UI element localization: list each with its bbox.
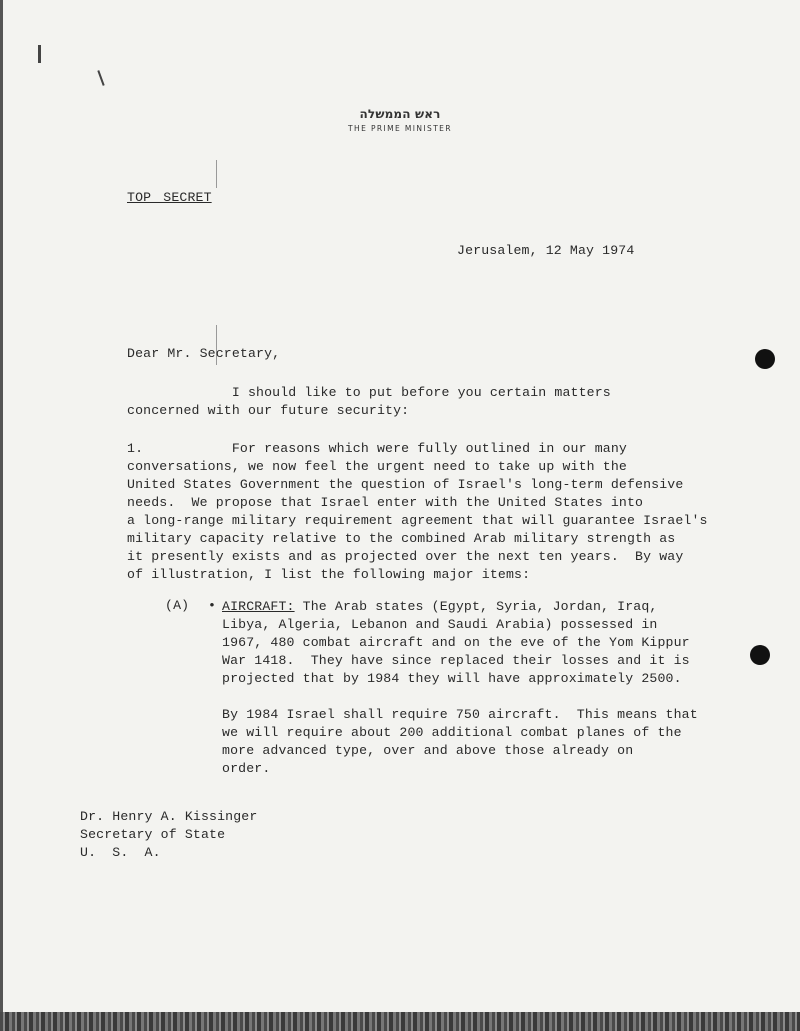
item-a-followup: By 1984 Israel shall require 750 aircraft. This means that we will require about 200 additional combat planes of the more advanced type, over and above those already on order.: [222, 707, 698, 776]
punch-hole: [755, 349, 775, 369]
scan-mark: [38, 45, 41, 63]
intro-paragraph: I should like to put before you certain matters concerned with our future security:: [127, 385, 611, 418]
scan-mark: [97, 70, 104, 86]
paragraph-1: 1. For reasons which were fully outlined in our many conversations, we now feel the urgent need to take up with the United States Government the question of Israel's long-term defensive needs. We propose that Israel enter with the United States into a long-range military requirement agreement that will guarantee Israel's military capacity relative to the combined Arab military strength as it presently exists and as projected over the next ten years. By way of illustration, I list the following major items:: [127, 441, 708, 582]
letterhead-hebrew: ראש הממשלה: [359, 107, 441, 121]
item-a-paragraph: [222, 598, 690, 688]
address-line: U. S. A.: [80, 845, 161, 860]
scan-edge: [0, 0, 3, 1031]
item-a-text-first: The Arab states (Egypt, Syria, Jordan, Iraq,: [294, 599, 658, 614]
fold-line: [216, 160, 217, 188]
punch-hole: [750, 645, 770, 665]
item-a-text-rest: Libya, Algeria, Lebanon and Saudi Arabia) possessed in 1967, 480 combat aircraft and on the eve of the Yom Kippur War 1418. They have since replaced their losses and it is projected that by 1984 they will have approximately 2500.: [222, 617, 690, 686]
classification-label: TOP SECRET: [127, 190, 212, 205]
scan-bottom-edge: [0, 1012, 800, 1031]
address-line: Secretary of State: [80, 827, 226, 842]
address-line: Dr. Henry A. Kissinger: [80, 809, 258, 824]
letterhead-english: THE PRIME MINISTER: [348, 124, 452, 133]
recipient-address: [80, 808, 257, 862]
item-a-bullet: •: [208, 598, 217, 613]
item-a-label: (A): [165, 598, 190, 613]
salutation: Dear Mr. Secretary,: [127, 346, 281, 361]
item-a-title: AIRCRAFT:: [222, 599, 295, 614]
dateline: Jerusalem, 12 May 1974: [457, 243, 635, 258]
